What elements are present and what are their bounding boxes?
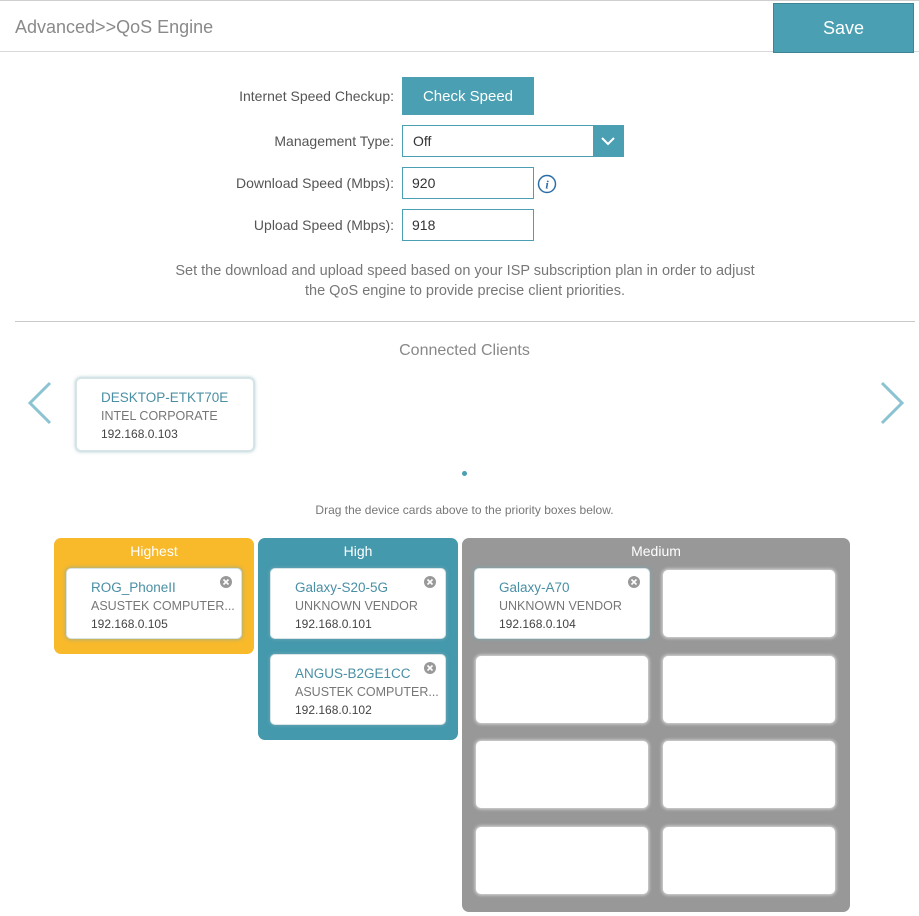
client-ip: 192.168.0.104 — [499, 617, 576, 631]
chevron-down-icon[interactable] — [593, 126, 623, 156]
close-circle-icon[interactable] — [423, 661, 437, 675]
empty-slot[interactable] — [476, 656, 648, 723]
close-circle-icon[interactable] — [423, 575, 437, 589]
priority-box-highest[interactable] — [54, 538, 254, 654]
carousel-page-dot[interactable] — [462, 471, 467, 476]
empty-slot[interactable] — [476, 827, 648, 894]
close-circle-icon[interactable] — [627, 575, 641, 589]
client-name: DESKTOP-ETKT70E — [101, 390, 229, 405]
empty-slot[interactable] — [476, 741, 648, 808]
download-speed-label: Download Speed (Mbps): — [236, 175, 394, 191]
chevron-left-icon[interactable] — [26, 380, 56, 426]
page-title: Advanced>>QoS Engine — [15, 17, 214, 37]
client-card[interactable] — [270, 568, 446, 639]
priority-box-medium[interactable] — [462, 538, 850, 912]
speed-hint-line-1: Set the download and upload speed based on your ISP subscription plan in order to adjust — [175, 263, 755, 279]
management-type-select[interactable] — [402, 125, 624, 157]
management-type-label: Management Type: — [274, 133, 394, 149]
client-name: Galaxy-A70 — [499, 580, 570, 595]
client-card[interactable] — [270, 654, 446, 725]
priority-box-label: High — [343, 543, 373, 559]
client-card[interactable] — [474, 568, 650, 639]
chevron-right-icon[interactable] — [876, 380, 906, 426]
speed-checkup-label: Internet Speed Checkup: — [239, 88, 394, 104]
client-ip: 192.168.0.102 — [295, 703, 372, 717]
section-divider — [15, 321, 915, 322]
empty-slot[interactable] — [663, 570, 835, 637]
page-header — [0, 0, 919, 52]
management-type-value: Off — [413, 133, 432, 149]
client-ip: 192.168.0.101 — [295, 617, 372, 631]
empty-slot[interactable] — [663, 741, 835, 808]
speed-hint — [140, 261, 790, 301]
client-card[interactable] — [66, 568, 242, 639]
close-circle-icon[interactable] — [219, 575, 233, 589]
client-vendor: UNKNOWN VENDOR — [295, 599, 418, 613]
download-speed-input[interactable]: 920 — [402, 167, 534, 199]
speed-hint-line-2: the QoS engine to provide precise client priorities. — [305, 283, 625, 299]
upload-speed-label: Upload Speed (Mbps): — [253, 217, 394, 233]
client-vendor: ASUSTEK COMPUTER... — [91, 599, 235, 613]
drag-hint: Drag the device cards above to the priority boxes below. — [315, 503, 614, 517]
svg-text:i: i — [545, 177, 549, 192]
priority-box-label: Medium — [631, 543, 681, 559]
client-name: ANGUS-B2GE1CC — [295, 666, 411, 681]
client-vendor: ASUSTEK COMPUTER... — [295, 685, 439, 699]
client-ip: 192.168.0.103 — [101, 427, 178, 441]
connected-clients-title: Connected Clients — [399, 342, 530, 359]
check-speed-button[interactable]: Check Speed — [402, 77, 534, 115]
priority-box-high[interactable] — [258, 538, 458, 740]
save-button[interactable]: Save — [773, 3, 914, 53]
client-name: Galaxy-S20-5G — [295, 580, 389, 595]
priority-box-label: Highest — [130, 543, 178, 559]
client-card[interactable] — [76, 378, 254, 451]
empty-slot[interactable] — [663, 827, 835, 894]
upload-speed-input[interactable]: 918 — [402, 209, 534, 241]
client-name: ROG_PhoneII — [91, 580, 176, 595]
empty-slot[interactable] — [663, 656, 835, 723]
client-vendor: UNKNOWN VENDOR — [499, 599, 622, 613]
client-vendor: INTEL CORPORATE — [101, 409, 218, 423]
client-ip: 192.168.0.105 — [91, 617, 168, 631]
info-icon[interactable] — [537, 174, 557, 194]
